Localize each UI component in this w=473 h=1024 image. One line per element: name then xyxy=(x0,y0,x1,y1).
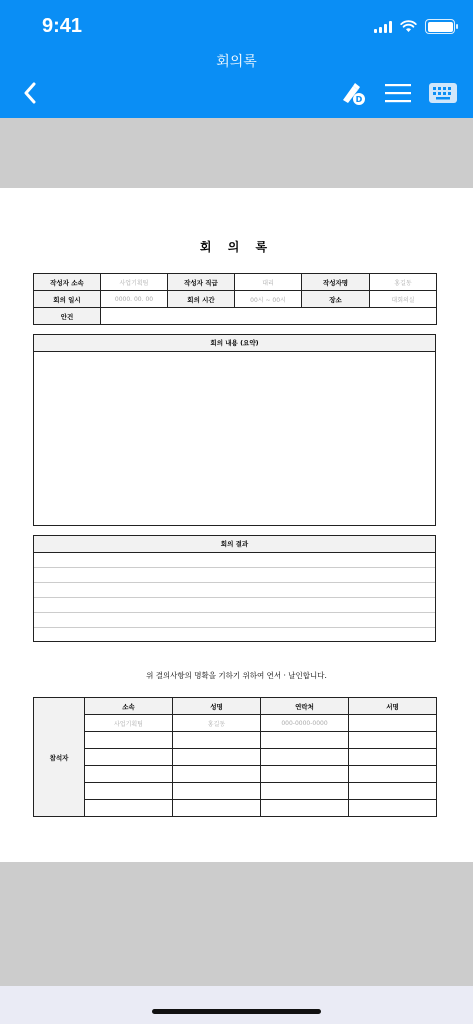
attendee-name-cell[interactable] xyxy=(173,766,261,783)
author-dept-label: 작성자 소속 xyxy=(34,274,101,291)
hamburger-menu-icon xyxy=(384,82,412,104)
wifi-icon xyxy=(400,20,417,33)
attendee-contact-cell[interactable] xyxy=(261,766,349,783)
attendee-row xyxy=(34,766,437,783)
agenda-label: 안건 xyxy=(34,308,101,325)
attendee-name-cell[interactable] xyxy=(173,749,261,766)
back-button[interactable] xyxy=(18,78,42,108)
meeting-place-field[interactable]: 대회의실 xyxy=(370,291,437,308)
author-name-label: 작성자명 xyxy=(302,274,370,291)
meeting-place-label: 장소 xyxy=(302,291,370,308)
attendee-dept-cell[interactable] xyxy=(85,800,173,817)
keyboard-button[interactable] xyxy=(427,78,459,108)
attendee-dept-cell[interactable] xyxy=(85,783,173,800)
attendee-contact-cell[interactable] xyxy=(261,749,349,766)
meeting-result-field[interactable] xyxy=(34,553,435,643)
attendee-contact-cell[interactable] xyxy=(261,800,349,817)
keyboard-icon xyxy=(428,82,458,104)
signature-tool-button[interactable] xyxy=(337,78,369,108)
chevron-left-icon xyxy=(23,82,37,104)
attendee-name-cell[interactable]: 홍길동 xyxy=(173,715,261,732)
attendee-signature-cell[interactable] xyxy=(349,783,437,800)
col-header-dept: 소속 xyxy=(85,698,173,715)
attendee-dept-cell[interactable] xyxy=(85,749,173,766)
top-bar xyxy=(0,0,473,118)
attendee-signature-cell[interactable] xyxy=(349,800,437,817)
author-rank-field[interactable]: 대리 xyxy=(235,274,302,291)
meeting-time-label: 회의 시간 xyxy=(168,291,235,308)
status-icons xyxy=(374,19,455,34)
attendee-contact-cell[interactable] xyxy=(261,732,349,749)
attendee-dept-cell[interactable] xyxy=(85,732,173,749)
attendee-row xyxy=(34,783,437,800)
attendee-signature-cell[interactable] xyxy=(349,749,437,766)
author-rank-label: 작성자 직급 xyxy=(168,274,235,291)
attendee-name-cell[interactable] xyxy=(173,783,261,800)
attendee-signature-cell[interactable] xyxy=(349,715,437,732)
col-header-name: 성명 xyxy=(173,698,261,715)
meeting-result-header: 회의 결과 xyxy=(34,536,435,553)
home-indicator-area xyxy=(0,986,473,1024)
signal-icon xyxy=(374,21,392,33)
attendee-row xyxy=(34,732,437,749)
col-header-signature: 서명 xyxy=(349,698,437,715)
attendees-table xyxy=(33,697,437,817)
meeting-time-field[interactable]: 00시 ~ 00시 xyxy=(235,291,302,308)
attendee-name-cell[interactable] xyxy=(173,732,261,749)
attendee-signature-cell[interactable] xyxy=(349,732,437,749)
attendee-name-cell[interactable] xyxy=(173,800,261,817)
agenda-field[interactable] xyxy=(101,308,437,325)
attendee-signature-cell[interactable] xyxy=(349,766,437,783)
meeting-result-box xyxy=(33,535,436,642)
author-name-field[interactable]: 홍길동 xyxy=(370,274,437,291)
document-page xyxy=(0,188,473,862)
menu-button[interactable] xyxy=(382,78,414,108)
status-time: 9:41 xyxy=(42,15,83,37)
attendee-dept-cell[interactable] xyxy=(85,766,173,783)
author-dept-field[interactable]: 사업기획팀 xyxy=(101,274,168,291)
attendee-contact-cell[interactable] xyxy=(261,783,349,800)
attendee-row xyxy=(34,749,437,766)
page-title: 회의록 xyxy=(216,53,257,69)
battery-icon xyxy=(425,19,455,34)
signature-statement: 위 결의사항의 명확을 기하기 위하여 연서 · 날인합니다. xyxy=(146,671,327,680)
meeting-info-table xyxy=(33,273,437,325)
page-background xyxy=(0,862,473,986)
attendees-label: 참석자 xyxy=(34,698,85,817)
home-indicator[interactable] xyxy=(152,1009,321,1014)
meeting-date-field[interactable]: 0000. 00. 00 xyxy=(101,291,168,308)
col-header-contact: 연락처 xyxy=(261,698,349,715)
attendee-dept-cell[interactable]: 사업기획팀 xyxy=(85,715,173,732)
attendee-contact-cell[interactable]: 000-0000-0000 xyxy=(261,715,349,732)
meeting-content-field[interactable] xyxy=(34,352,435,525)
pen-sign-icon xyxy=(339,79,367,107)
meeting-content-header: 회의 내용 (요약) xyxy=(34,335,435,352)
meeting-content-box xyxy=(33,334,436,526)
attendee-row xyxy=(34,715,437,732)
attendee-row xyxy=(34,800,437,817)
document-title: 회 의 록 xyxy=(199,240,274,254)
meeting-date-label: 회의 일시 xyxy=(34,291,101,308)
svg-text:D: D xyxy=(355,95,363,104)
